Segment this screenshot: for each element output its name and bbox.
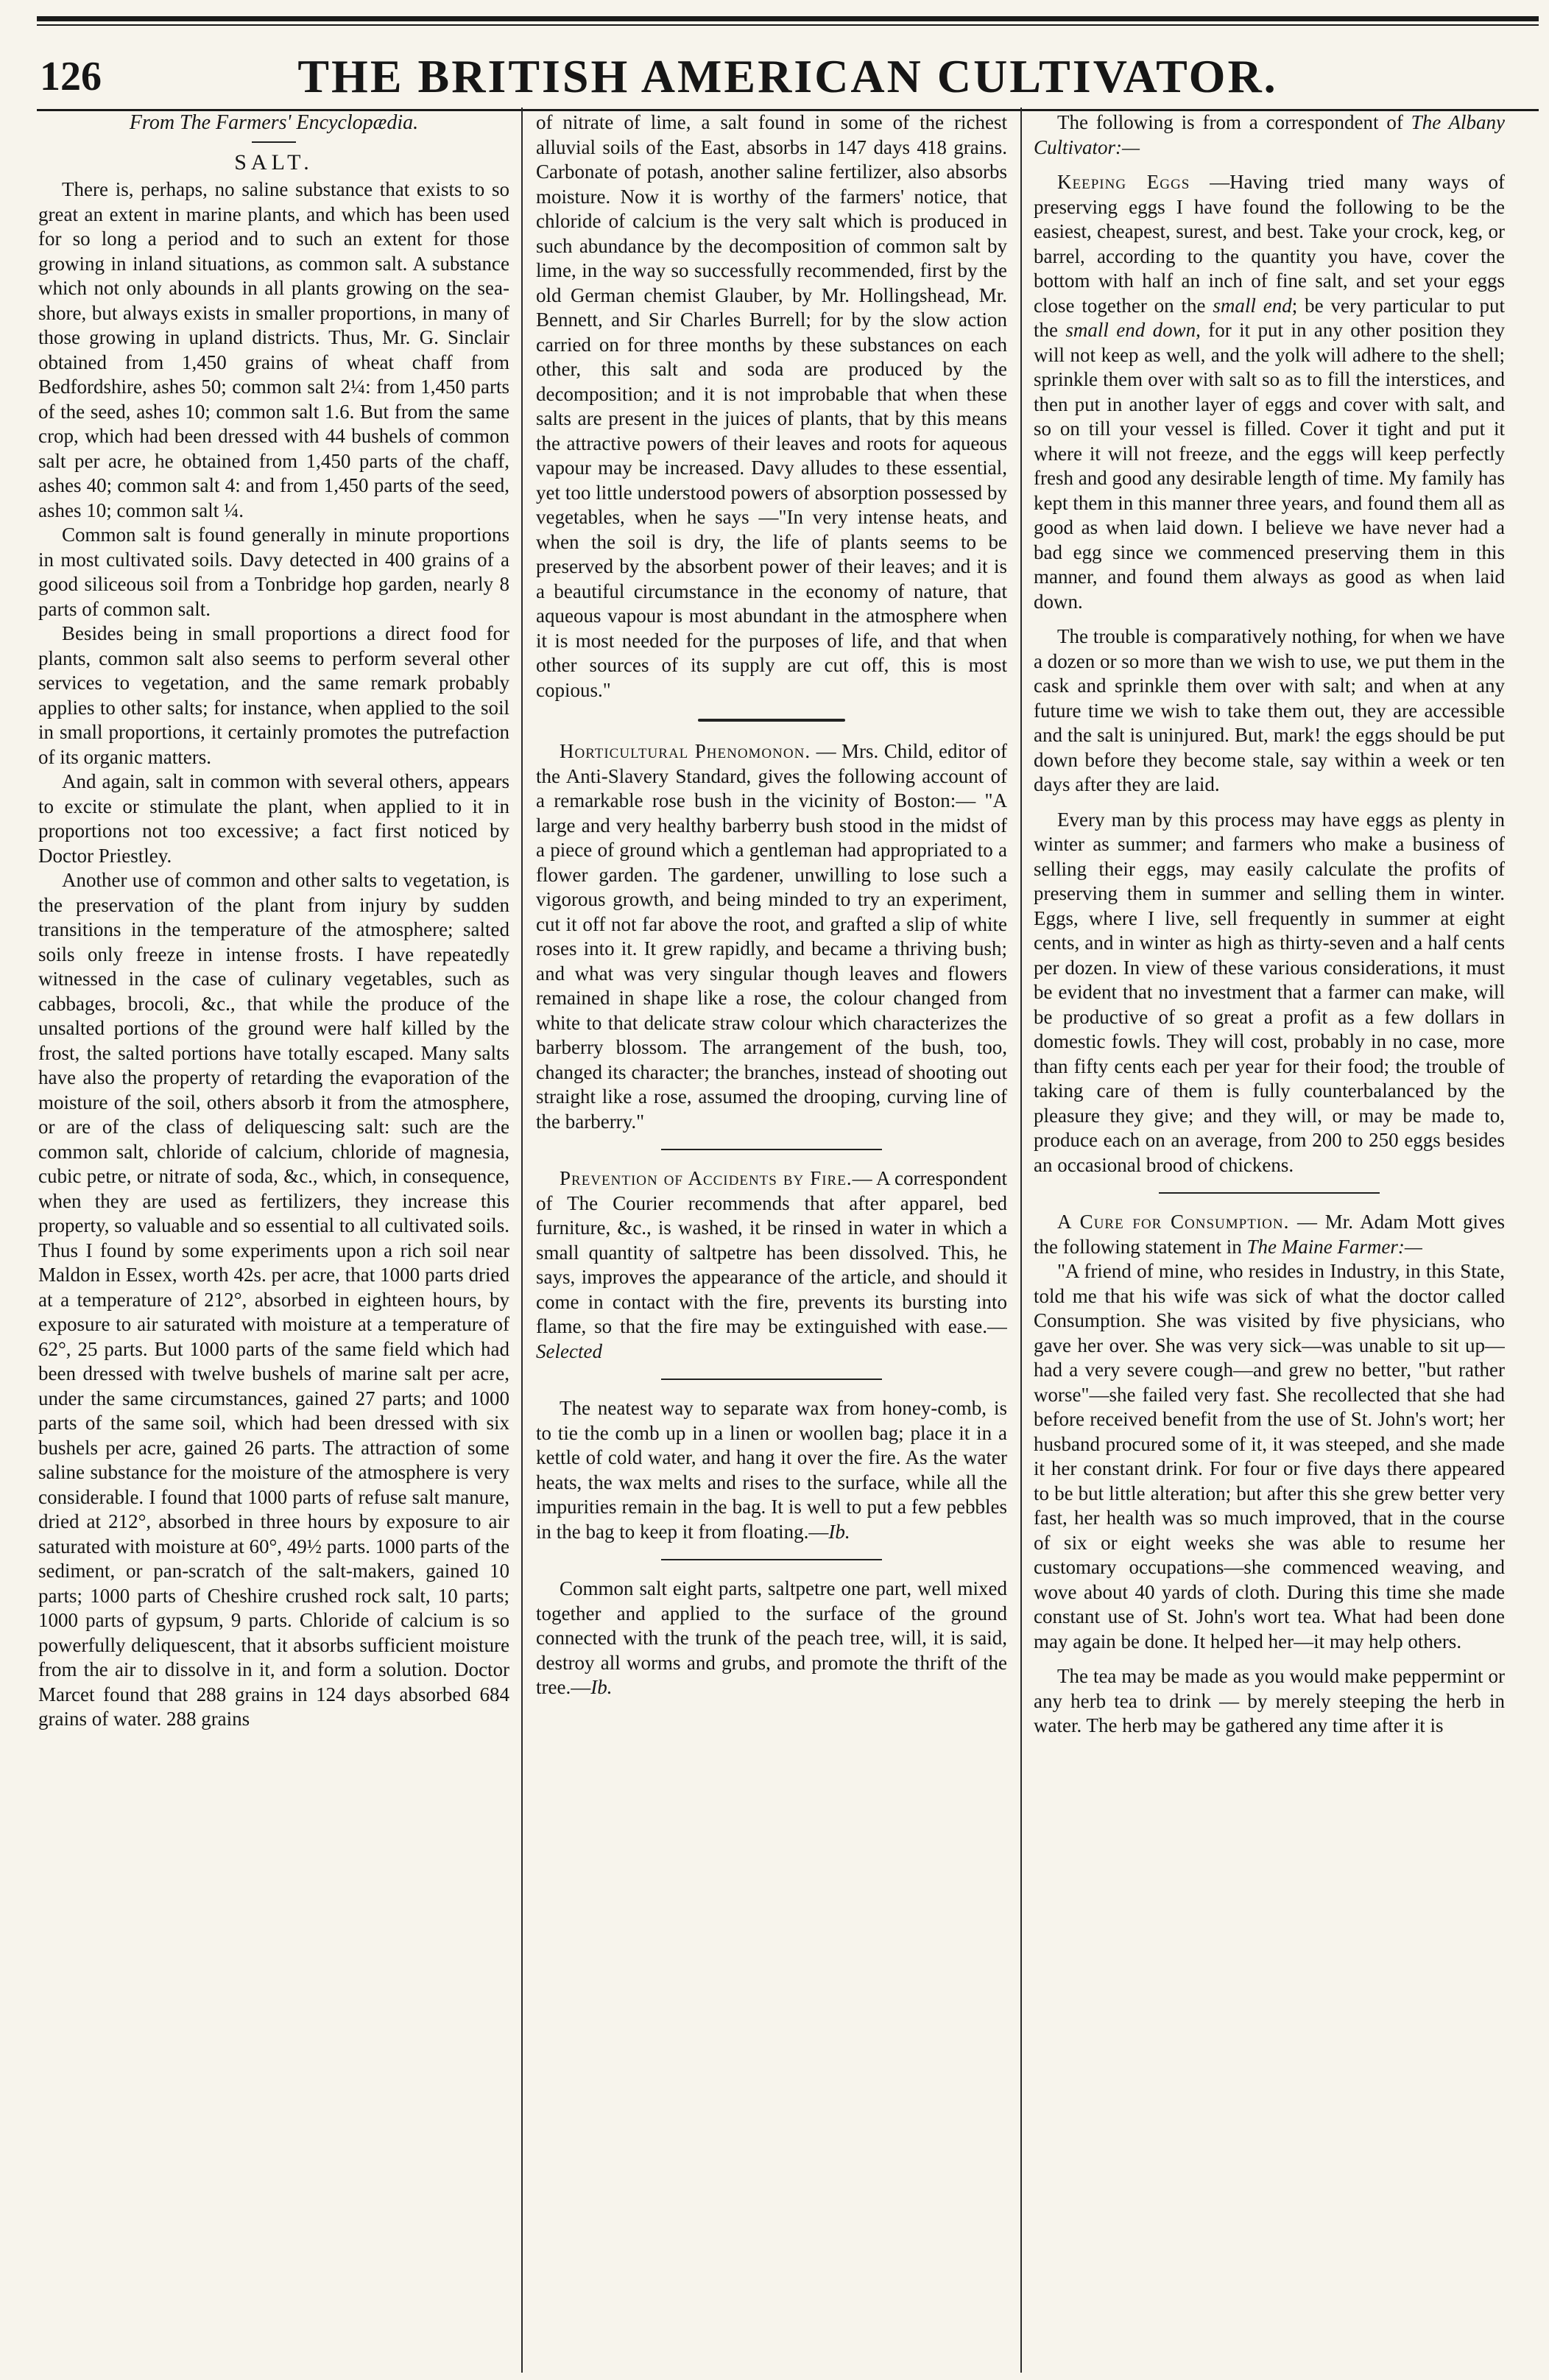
- column-divider-1: [521, 108, 523, 2373]
- horticultural-body: — Mrs. Child, editor of the Anti-Slavery Standard, gives the following account of a remarkable rose bush in the vicinity of Boston:— "A large and very healthy barberry bush stood in the midst of a piece of ground which a gentleman had appropriated to a flower garden. The gardener, unwilling to lose such a vigorous growth, and being minded to try an experiment, cut it off not far above the root, and grafted a slip of white roses into it. It grew rapidly, and became a thriving bush; and what was very singular though leaves and flowers remained in shape like a rose, the colour changed from white to that delicate straw colour which characterizes the barberry blossom. The arrangement of the bush, too, changed its character; the branches, instead of shooting out straight like a rose, assumed the drooping, curving line of the barberry.": [536, 740, 1007, 1133]
- eggs-emphasis-small-end: small end: [1213, 294, 1292, 317]
- article-title-salt: SALT.: [234, 149, 314, 175]
- cure-paragraph-1: "A friend of mine, who resides in Industry, in this State, told me that his wife was sick of what the doctor called Consumption. She was visited by five physicians, who gave her over. She was very sick—was unable to sit up—had a very severe cough—and grew no better, "but rather worse"—she failed very fast. She recollected that she had before received benefit from the use of St. John's wort; her husband procured some of it, it was steeped, and she made it her constant drink. For four or five days there appeared to be but little alteration; but after this she grew better very fast, her health was so much improved, that in the course of six or eight weeks she was able to resume her customary occupations—she commenced weaving, and wove about 40 yards of cloth. During this time she made constant use of St. John's wort tea. What had been done may again be done. It helped her—it may help others.: [1034, 1260, 1505, 1652]
- article-separator: [1159, 1192, 1380, 1194]
- cure-source: The Maine Farmer:—: [1246, 1235, 1422, 1258]
- wax-body: The neatest way to separate wax from honey-comb, is to tie the comb up in a linen or woollen bag; place it in a kettle of cold water, and hang it over the fire. As the water heats, the wax melts and rises to the surface, while all the impurities remain in the bag. It is well to put a few pebbles in the bag to keep it from floating.—: [536, 1397, 1007, 1543]
- cure-intro-text: — Mr. Adam Mott gives the following statement in: [1034, 1211, 1505, 1258]
- salt-paragraph-4: And again, salt in common with several others, appears to excite or stimulate the plant, when applied to it in proportions not too excessive; a fact first noticed by Doctor Priestley.: [38, 770, 509, 867]
- fire-source: Selected: [536, 1339, 602, 1362]
- eggs-emphasis-small-end-down: small end down,: [1065, 319, 1201, 341]
- article-source-credit: From The Farmers' Encyclopædia.: [129, 111, 419, 134]
- article-separator: [661, 1559, 882, 1560]
- column-2: [536, 110, 1007, 2371]
- newspaper-title: THE BRITISH AMERICAN CULTIVATOR.: [297, 50, 1278, 102]
- cure-title: A Cure for Consumption.: [1057, 1211, 1290, 1233]
- cure-intro: [1034, 1210, 1505, 1259]
- page-number: 126: [40, 54, 102, 99]
- eggs-text-c: for it put in any other position they will not keep as well, and the yolk will adhere to the shell; sprinkle them over with salt so as to fill the interstices, and then put in another layer of eggs and cover with salt, and so on till your vessel is filled. Cover it tight and put it where it will not freeze, and the eggs will keep perfectly fresh and good any desirable length of time. My family has kept them in this manner three years, and found them all as good as when laid down. I believe we have never had a bad egg since we commenced preserving them in this manner, and found them always as good as when laid down.: [1034, 319, 1505, 613]
- wax-article: [536, 1396, 1007, 1544]
- horticultural-title: Horticultural Phenomonon.: [560, 740, 811, 762]
- salt-paragraph-1: There is, perhaps, no saline substance that exists to so great an extent in marine plants, and which has been used for so long a period and to such an extent for those growing in inland situations, as common salt. A substance which not only abounds in all plants growing on the sea-shore, but always exists in smaller proportions, in many of those growing in upland districts. Thus, Mr. G. Sinclair obtained from 1,450 grains of wheat chaff from Bedfordshire, ashes 50; common salt 2¼: from 1,450 parts of the seed, ashes 10; common salt 1.6. But from the same crop, which had been dressed with 44 bushels of common salt per acre, he obtained from 1,450 parts of the chaff, ashes 40; common salt 4: and from 1,450 parts of the seed, ashes 10; common salt ¼.: [38, 178, 509, 521]
- eggs-text-a: —Having tried many ways of preserving eggs I have found the following to be the easiest, cheapest, surest, and best. Take your crock, keg, or barrel, according to the quantity you have, cover the bottom with half an inch of fine salt, and set your eggs close together on the: [1034, 171, 1505, 317]
- eggs-title: Keeping Eggs: [1057, 171, 1190, 193]
- eggs-paragraph-3: Every man by this process may have eggs as plenty in winter as summer; and farmers who make a business of selling their eggs, may easily calculate the profits of preserving them in summer and selling them in winter. Eggs, where I live, sell frequently in summer at eight cents, and in winter as high as thirty-seven and a half cents per dozen. In view of these various considerations, it must be evident that no investment that a farmer can make, will be productive of so great a profit as a few dollars in domestic fowls. They will cost, probably in no case, more than fifty cents each per year for their food; the trouble of taking care of them is fully counterbalanced by the pleasure they give; and they will, or may be made to, produce each on an average, from 200 to 250 eggs besides an occasional brood of chickens.: [1034, 808, 1505, 1176]
- peach-article: [536, 1577, 1007, 1700]
- eggs-paragraph-2: The trouble is comparatively nothing, for when we have a dozen or so more than we wish to use, we put them in the cask and sprinkle them over with salt; and when at any future time we wish to take them out, they are accessible and the salt is uninjured. But, mark! the eggs should be put down before they become stale, say within a week or ten days after they are laid.: [1034, 625, 1505, 795]
- column-3: [1034, 110, 1505, 2371]
- article-separator: [698, 719, 845, 722]
- eggs-intro: [1034, 110, 1505, 160]
- peach-source: Ib.: [590, 1676, 613, 1698]
- column-divider-2: [1020, 108, 1022, 2373]
- salt-paragraph-2: Common salt is found generally in minute proportions in most cultivated soils. Davy detected in 400 grains of a good siliceous soil from a Tonbridge hop garden, nearly 8 parts of common salt.: [38, 524, 509, 620]
- short-rule: [252, 141, 296, 143]
- eggs-intro-text: The following is from a correspondent of: [1057, 111, 1403, 133]
- masthead-top-rule: [37, 16, 1539, 21]
- fire-article: [536, 1166, 1007, 1364]
- salt-continuation: of nitrate of lime, a salt found in some of the richest alluvial soils of the East, absorbs in 147 days 418 grains. Carbonate of potash, another saline fertilizer, also absorbs moisture. Now it is worthy of the farmers' notice, that chloride of calcium is the very salt which is produced in such abundance by the decomposition of common salt by lime, in the way so successfully recommended, first by the old German chemist Glauber, by Mr. Hollingshead, Mr. Bennett, and Sir Charles Burrell; for by the slow action carried on for three months by these substances on each other, this salt and soda are produced by the decomposition; and it is not improbable that when these salts are present in the juices of plants, that by this means the attractive powers of their leaves and roots for aqueous vapour may be increased. Davy alludes to these essential, yet too little understood powers of absorption possessed by vegetables, when he says —"In very intense heats, and when the soil is dry, the life of plants seems to be preserved by the absorbent power of their leaves; and it is a beautiful circumstance in the economy of nature, that aqueous vapour is most abundant in the atmosphere when it is most needed for the purposes of life, and that when other sources of its supply are cut off, this is most copious.": [536, 111, 1007, 701]
- fire-body: — A correspondent of The Courier recommends that after apparel, bed furniture, &c., is washed, it be rinsed in water in which a small quantity of saltpetre has been dissolved. This, he says, improves the appearance of the article, and should it come in contact with the fire, prevents its bursting into flame, so that the fire may be extinguished with ease.—: [536, 1167, 1007, 1337]
- eggs-intro-source: The Albany Cultivator:—: [1034, 111, 1505, 158]
- horticultural-article: [536, 739, 1007, 1134]
- cure-paragraph-2: The tea may be made as you would make peppermint or any herb tea to drink — by merely steeping the herb in water. The herb may be gathered any time after it is: [1034, 1665, 1505, 1736]
- salt-paragraph-3: Besides being in small proportions a direct food for plants, common salt also seems to perform several other services to vegetation, and the same remark probably applies to other salts; for instance, when applied to the soil in small proportions, it certainly promotes the putrefaction of its organic matters.: [38, 622, 509, 768]
- eggs-paragraph-1: [1034, 170, 1505, 614]
- eggs-text-b: ; be very particular to put the: [1034, 294, 1505, 341]
- article-separator: [661, 1379, 882, 1380]
- masthead-top-rule-thin: [37, 24, 1539, 26]
- salt-paragraph-5: Another use of common and other salts to vegetation, is the preservation of the plant from injury by sudden transitions in the temperature of the atmosphere; salted soils only freeze in intense frosts. I have repeatedly witnessed in the case of culinary vegetables, such as cabbages, brocoli, &c., that while the produce of the unsalted portions of the ground were half killed by the frost, the salted portions have totally escaped. Many salts have also the property of retarding the evaporation of the moisture of the soil, others absorb it from the atmosphere, or are of the class of deliquescing salt: such are the common salt, chloride of calcium, chloride of magnesia, cubic petre, or nitrate of soda, &c., which, in consequence, when they are used as fertilizers, they increase this property, so valuable and so essential to all cultivated soils. Thus I found by some experiments upon a rich soil near Maldon in Essex, worth 42s. per acre, that 1000 parts dried at a temperature of 212°, absorbed in eighteen hours, by exposure to air saturated with moisture at a temperature of 62°, 25 parts. But 1000 parts of the same field which had been dressed with twelve bushels of marine salt per acre, under the same circumstances, gained 27 parts; and 1000 parts of the same soil, which had been dressed with six bushels per acre, gained 26 parts. The attraction of some saline substance for the moisture of the atmosphere is very considerable. I found that 1000 parts of refuse salt manure, dried at 212°, absorbed in three hours by exposure to air saturated with moisture at 60°, 49½ parts. 1000 parts of the sediment, or pan-scratch of the salt-makers, gained 10 parts; 1000 parts of Cheshire crushed rock salt, 10 parts; 1000 parts of gypsum, 9 parts. Chloride of calcium is so powerfully deliquescent, that it absorbs sufficient moisture from the air to dissolve in it, and form a solution. Doctor Marcet found that 288 grains in 124 days absorbed 684 grains of water. 288 grains: [38, 869, 509, 1730]
- column-1: [38, 110, 509, 2371]
- wax-source: Ib.: [828, 1520, 850, 1543]
- masthead: [37, 16, 1539, 102]
- peach-body: Common salt eight parts, saltpetre one part, well mixed together and applied to the surface of the ground connected with the trunk of the peach tree, will, it is said, destroy all worms and grubs, and promote the thrift of the tree.—: [536, 1577, 1007, 1698]
- article-separator: [661, 1149, 882, 1150]
- fire-title: Prevention of Accidents by Fire.: [560, 1167, 853, 1189]
